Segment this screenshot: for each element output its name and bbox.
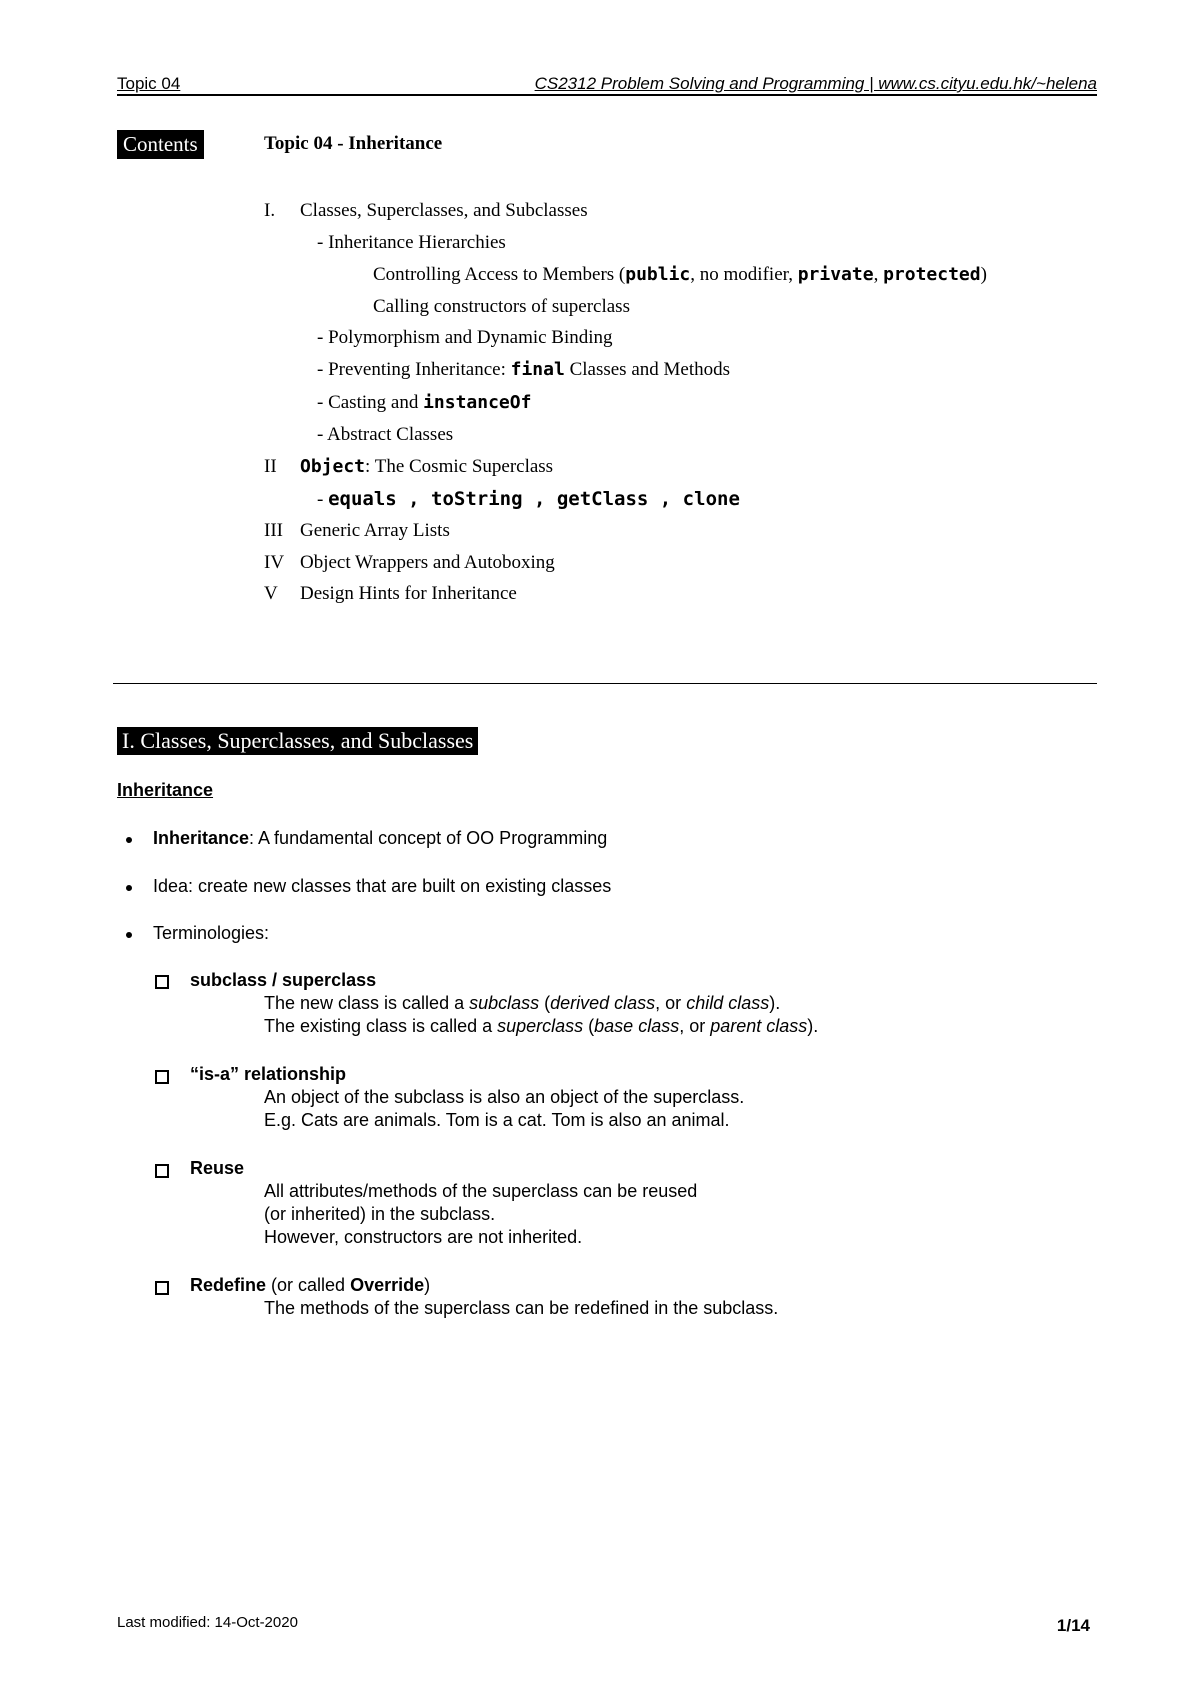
last-modified: Last modified: 14-Oct-2020 (117, 1614, 298, 1631)
page-number: 1/14 (1056, 1616, 1090, 1635)
toc-item-1a1: Controlling Access to Members (public, no modifier, private, protected) (373, 264, 987, 285)
header-rule (117, 94, 1097, 96)
section-divider (113, 683, 1097, 684)
bullet-item-3: Terminologies: (153, 923, 270, 943)
subheading-inheritance: Inheritance (117, 780, 214, 800)
toc-item-1d: - Casting and instanceOf (317, 392, 532, 413)
term-redefine: Redefine (or called Override) (190, 1275, 431, 1295)
header-topic: Topic 04 (117, 74, 181, 93)
bullet-item-2: Idea: create new classes that are built on existing classes (153, 876, 612, 896)
term-reuse: Reuse (190, 1158, 245, 1178)
term-4-line-1: The methods of the superclass can be redefined in the subclass. (264, 1298, 779, 1318)
term-is-a: “is-a” relationship (190, 1064, 347, 1084)
toc-item-2a: - equals , toString , getClass , clone (317, 488, 740, 510)
contents-label: Contents (117, 130, 204, 159)
checkbox-icon (155, 1070, 169, 1084)
term-1-line-2: The existing class is called a superclass (base class, or parent class). (264, 1016, 819, 1036)
toc-item-1a: - Inheritance Hierarchies (317, 232, 506, 253)
header-course: CS2312 Problem Solving and Programming | www.cs.cityu.edu.hk/~helena (534, 74, 1097, 93)
checkbox-icon (155, 975, 169, 989)
toc-item-1b: - Polymorphism and Dynamic Binding (317, 327, 613, 348)
bullet-dot (126, 885, 132, 891)
term-3-line-2: (or inherited) in the subclass. (264, 1204, 496, 1224)
bullet-item-1: Inheritance: A fundamental concept of OO Programming (153, 828, 608, 848)
checkbox-icon (155, 1281, 169, 1295)
toc-title: Topic 04 - Inheritance (264, 133, 443, 154)
section-heading: I. Classes, Superclasses, and Subclasses (117, 727, 478, 755)
toc-item-1a2: Calling constructors of superclass (373, 296, 630, 317)
term-3-line-1: All attributes/methods of the superclass can be reused (264, 1181, 698, 1201)
term-1-line-1: The new class is called a subclass (derived class, or child class). (264, 993, 781, 1013)
term-3-line-3: However, constructors are not inherited. (264, 1227, 583, 1247)
bullet-dot (126, 837, 132, 843)
toc-item-1c: - Preventing Inheritance: final Classes and Methods (317, 359, 730, 380)
bullet-dot (126, 932, 132, 938)
term-2-line-1: An object of the subclass is also an object of the superclass. (264, 1087, 745, 1107)
term-2-line-2: E.g. Cats are animals. Tom is a cat. Tom is also an animal. (264, 1110, 730, 1130)
toc-item-1e: - Abstract Classes (317, 424, 454, 445)
checkbox-icon (155, 1164, 169, 1178)
term-subclass-superclass: subclass / superclass (190, 970, 377, 990)
